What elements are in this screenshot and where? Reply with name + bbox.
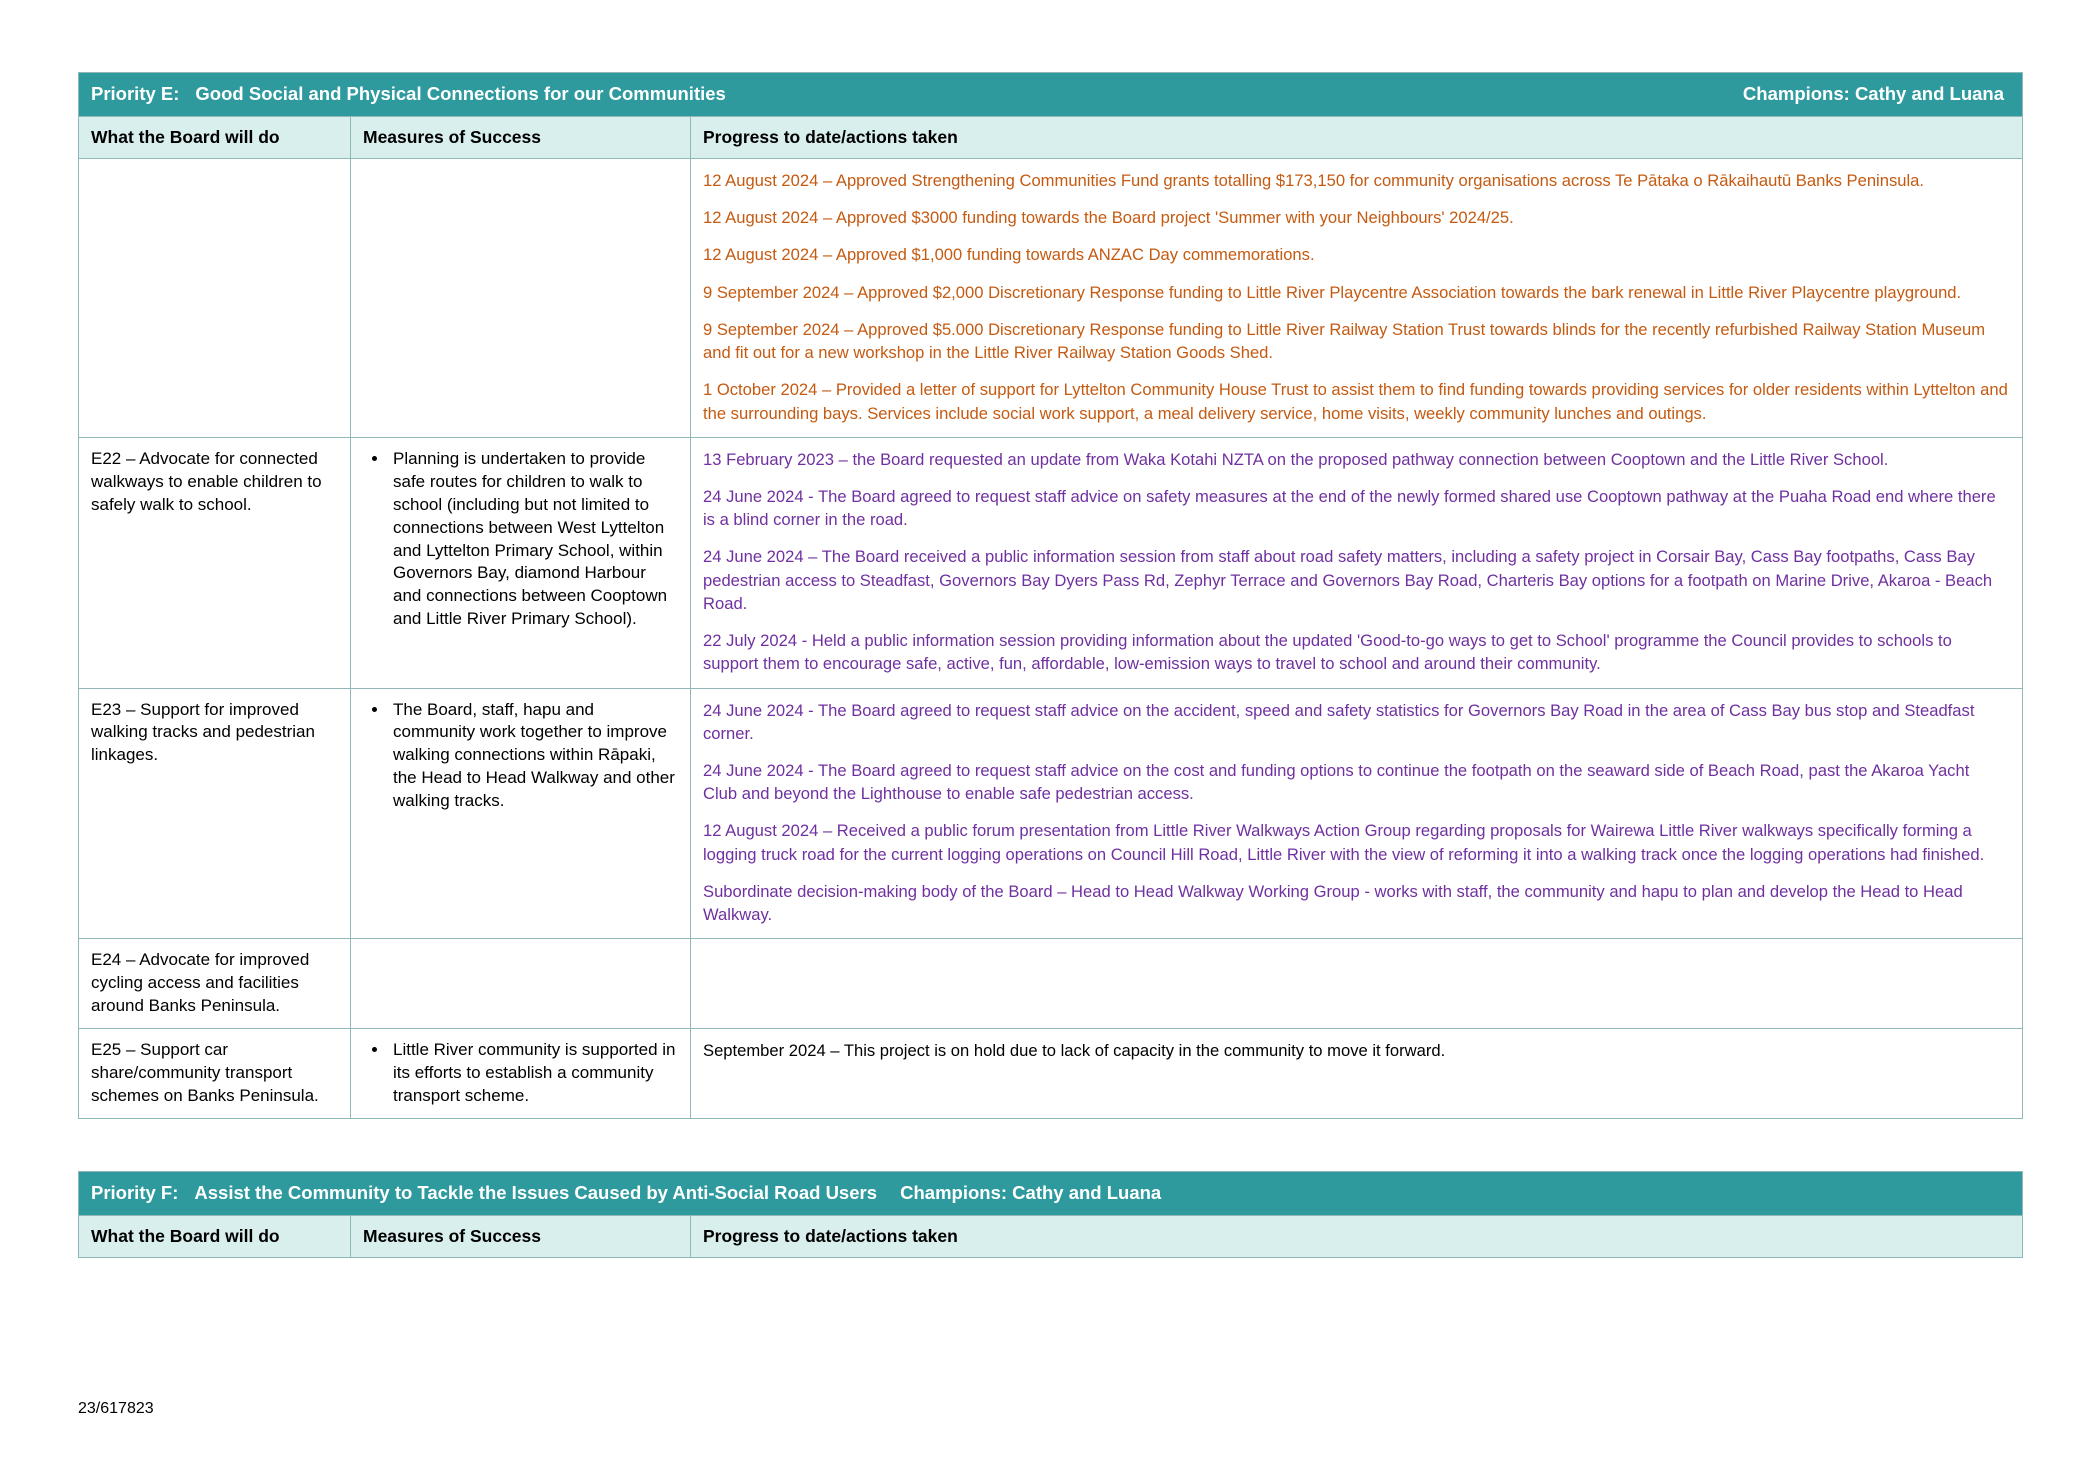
progress-entry: 1 October 2024 – Provided a letter of support for Lyttelton Community House Trust to assist them to find funding towards providing services for older residents within Lyttelton and the surrounding bays. Services include social work support, a meal delivery service, home visits, weekly community lunches and outings.: [703, 380, 2008, 423]
priority-f-header-row: [79, 1215, 2023, 1257]
priority-f-title: Assist the Community to Tackle the Issues Caused by Anti-Social Road Users: [194, 1181, 877, 1203]
document-footer-reference: 23/617823: [78, 1400, 154, 1417]
priority-f-banner-row: [79, 1171, 2023, 1215]
progress-entry: 9 September 2024 – Approved $2,000 Discretionary Response funding to Little River Playcentre Association towards the bark renewal in Little River Playcentre playground.: [703, 282, 1962, 302]
priority-e-banner: [79, 73, 2023, 117]
progress-entry: 12 August 2024 – Approved $3000 funding towards the Board project 'Summer with your Neighbours' 2024/25.: [703, 208, 1514, 228]
header-measures-of-success: Measures of Success: [351, 117, 691, 159]
row-measures-3: [351, 939, 691, 1029]
table-gap: [78, 1119, 2019, 1171]
row-measures-0: [351, 159, 691, 438]
row-measures-2: [351, 688, 691, 939]
priority-f-table: [78, 1171, 2023, 1258]
header-what-board-will-do: What the Board will do: [79, 117, 351, 159]
progress-entry: September 2024 – This project is on hold due to lack of capacity in the community to move it forward.: [703, 1041, 1446, 1061]
priority-f-label: Priority F:: [91, 1181, 179, 1203]
row-measures-1: [351, 437, 691, 688]
progress-entry: 13 February 2023 – the Board requested an update from Waka Kotahi NZTA on the proposed pathway connection between Cooptown and the Little River School.: [703, 449, 1889, 469]
row-what-2: E23 – Support for improved walking tracks and pedestrian linkages.: [79, 688, 351, 939]
row-what-0: [79, 159, 351, 438]
priority-e-table: [78, 72, 2023, 1119]
measure-item: • The Board, staff, hapu and community work together to improve walking connections within Rāpaki, the Head to Head Walkway and other walking tracks.: [389, 699, 678, 814]
row-progress-4: [691, 1029, 2023, 1119]
measure-item: • Planning is undertaken to provide safe routes for children to walk to school (including but not limited to connections between West Lyttelton and Lyttelton Primary School, within Governors Bay, diamond Harbour and connections between Cooptown and Little River Primary School).: [389, 448, 678, 632]
progress-entry: 24 June 2024 – The Board received a public information session from staff about road safety matters, including a safety project in Corsair Bay, Cass Bay footpaths, Cass Bay pedestrian access to Steadfast, Governors Bay Dyers Pass Rd, Zephyr Terrace and Governors Bay Road, Charteris Bay options for a footpath on Marine Drive, Akaroa - Beach Road.: [703, 547, 1993, 613]
progress-entry: 24 June 2024 - The Board agreed to request staff advice on safety measures at the end of the newly formed shared use Cooptown pathway at the Puaha Road end where there is a blind corner in the road.: [703, 486, 1996, 530]
progress-entry: 12 August 2024 – Approved $1,000 funding towards ANZAC Day commemorations.: [703, 245, 1315, 265]
row-progress-1: [691, 437, 2023, 688]
priority-f-banner: [79, 1171, 2023, 1215]
priority-f-champions: Champions: Cathy and Luana: [900, 1181, 1162, 1203]
progress-entry: 24 June 2024 - The Board agreed to request staff advice on the cost and funding options to continue the footpath on the seaward side of Beach Road, past the Akaroa Yacht Club and beyond the Lighthouse to enable safe pedestrian access.: [703, 760, 1970, 804]
progress-entry: 9 September 2024 – Approved $5.000 Discretionary Response funding to Little River Railway Station Trust towards blinds for the recently refurbished Railway Station Museum and fit out for a new workshop in the Little River Railway Station Goods Shed.: [703, 319, 1986, 363]
row-what-4: E25 – Support car share/community transport schemes on Banks Peninsula.: [79, 1029, 351, 1119]
table-row: [79, 159, 2023, 438]
header-progress-to-date: Progress to date/actions taken: [691, 117, 2023, 159]
progress-entry: 12 August 2024 – Approved Strengthening Communities Fund grants totalling $173,150 for community organisations across Te Pātaka o Rākaihautū Banks Peninsula.: [703, 171, 1925, 190]
priority-e-title: Good Social and Physical Connections for our Communities: [195, 83, 726, 104]
priority-e-banner-row: [79, 73, 2023, 117]
priority-e-champions: Champions: Cathy and Luana: [1742, 83, 2004, 104]
priority-e-header-row: [79, 117, 2023, 159]
progress-entry: 22 July 2024 - Held a public information session providing information about the updated 'Good-to-go ways to get to School' programme the Council provides to schools to support them to encourage safe, active, fun, affordable, low-emission ways to travel to school and around their community.: [703, 631, 1952, 674]
row-progress-2: [691, 688, 2023, 939]
table-row: [79, 939, 2023, 1029]
row-progress-0: [691, 159, 2023, 438]
row-measures-4: [351, 1029, 691, 1119]
progress-entry: 24 June 2024 - The Board agreed to request staff advice on the accident, speed and safety statistics for Governors Bay Road in the area of Cass Bay bus stop and Steadfast corner.: [703, 700, 1975, 743]
measure-item: • Little River community is supported in its efforts to establish a community transport scheme.: [389, 1039, 678, 1108]
priority-e-label: Priority E:: [91, 83, 180, 104]
table-row: [79, 688, 2023, 939]
table-row: [79, 1029, 2023, 1119]
row-progress-3: [691, 939, 2023, 1029]
row-what-1: E22 – Advocate for connected walkways to enable children to safely walk to school.: [79, 437, 351, 688]
header-what-board-will-do: What the Board will do: [79, 1215, 351, 1257]
row-what-3: E24 – Advocate for improved cycling access and facilities around Banks Peninsula.: [79, 939, 351, 1029]
header-measures-of-success: Measures of Success: [351, 1215, 691, 1257]
header-progress-to-date: Progress to date/actions taken: [691, 1215, 2023, 1257]
progress-entry: Subordinate decision-making body of the Board – Head to Head Walkway Working Group - works with staff, the community and hapu to plan and develop the Head to Head Walkway.: [703, 881, 1963, 925]
progress-entry: 12 August 2024 – Received a public forum presentation from Little River Walkways Action Group regarding proposals for Wairewa Little River walkways specifically forming a logging truck road for the current logging operations on Council Hill Road, Little River with the view of reforming it into a walking track once the logging operations had finished.: [703, 821, 1985, 864]
table-row: [79, 437, 2023, 688]
